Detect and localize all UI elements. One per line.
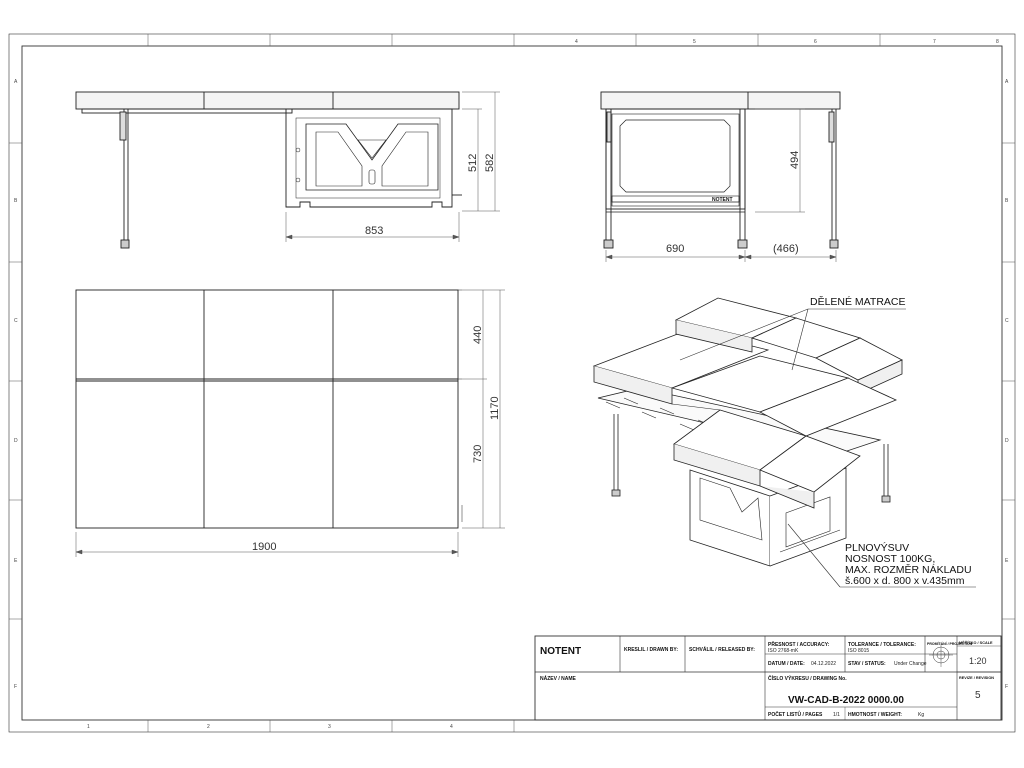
top-view-dimensions [76, 290, 505, 557]
pages-value: 1/1 [833, 712, 840, 718]
pages-label: POČET LISTŮ / PAGES [768, 712, 823, 718]
weight-label: HMOTNOST / WEIGHT: [848, 712, 902, 718]
tolerance-value: ISO 8015 [848, 648, 870, 654]
drawer-callout-line: MAX. ROZMĚR NÁKLADU [845, 564, 972, 576]
revision-label: REVIZE / REVISION [959, 676, 995, 680]
zone-top-label: 4 [575, 39, 578, 45]
released-by-label: SCHVÁLIL / RELEASED BY: [689, 647, 755, 653]
zone-right-label: F [1005, 684, 1009, 690]
status-label: STAV / STATUS: [848, 661, 886, 667]
zone-bottom-label: 1 [87, 724, 90, 730]
end-view-dimensions [606, 109, 836, 262]
drawer-callout-line: PLNOVÝSUV [845, 542, 910, 554]
mattress-callout-label: DĚLENÉ MATRACE [810, 296, 906, 308]
zone-bottom-label: 3 [328, 724, 331, 730]
zone-right-label: D [1005, 438, 1009, 444]
top-depth-b-dimension: 730 [472, 444, 484, 463]
isometric-view [594, 298, 902, 566]
side-view [76, 92, 462, 248]
drawn-by-label: KRESLIL / DRAWN BY: [624, 647, 678, 653]
date-value: 04.12.2022 [811, 661, 837, 667]
company-name: NOTENT [540, 646, 582, 657]
end-height-dimension: 494 [789, 150, 801, 169]
drawing-number-label: ČÍSLO VÝKRESU / DRAWING No. [768, 676, 847, 682]
top-depth-dimension: 1170 [489, 396, 501, 420]
zone-left-label: B [14, 198, 18, 204]
date-label: DATUM / DATE: [768, 661, 805, 667]
end-width-ref-dimension: (466) [773, 243, 799, 255]
weight-value: Kg [918, 712, 925, 718]
tolerance-label: TOLERANCE / TOLERANCE: [848, 642, 916, 648]
zone-top-label: 7 [933, 39, 936, 45]
accuracy-label: PŘESNOST / ACCURACY: [768, 642, 830, 648]
top-width-dimension: 1900 [252, 541, 277, 553]
side-height-582-dimension: 582 [484, 153, 496, 172]
scale-label: MĚŘÍTKO / SCALE [959, 641, 993, 645]
scale-value: 1:20 [969, 656, 987, 666]
zone-bottom-label: 4 [450, 724, 453, 730]
zone-right-label: A [1005, 79, 1009, 85]
end-view-logo: NOTENT [712, 197, 733, 203]
top-view [76, 290, 462, 528]
zone-right-label: C [1005, 318, 1009, 324]
side-width-dimension: 853 [365, 225, 384, 237]
zone-left-label: E [14, 558, 18, 564]
name-label: NÁZEV / NAME [540, 676, 576, 682]
projection-label: PROMÍTÁNÍ / PROJECTION [927, 642, 973, 646]
zone-right-label: E [1005, 558, 1009, 564]
zone-left-label: A [14, 79, 18, 85]
end-view [601, 92, 840, 248]
zone-left-label: F [14, 684, 18, 690]
zone-right-label: B [1005, 198, 1009, 204]
drawer-callout-line: NOSNOST 100KG, [845, 553, 936, 565]
revision-value: 5 [975, 690, 981, 701]
zone-top-label: 8 [996, 39, 999, 45]
zone-left-label: C [14, 318, 18, 324]
drawer-callout-line: š.600 x d. 800 x v.435mm [845, 575, 965, 587]
zone-top-label: 6 [814, 39, 817, 45]
drawing-number: VW-CAD-B-2022 0000.00 [788, 695, 904, 706]
zone-bottom-label: 2 [207, 724, 210, 730]
status-value: Under Change [894, 661, 927, 667]
zone-left-label: D [14, 438, 18, 444]
end-width-dimension: 690 [666, 243, 685, 255]
top-depth-a-dimension: 440 [472, 325, 484, 344]
accuracy-value: ISO 2768-mK [768, 648, 799, 654]
side-height-512-dimension: 512 [467, 153, 479, 172]
zone-top-label: 5 [693, 39, 696, 45]
